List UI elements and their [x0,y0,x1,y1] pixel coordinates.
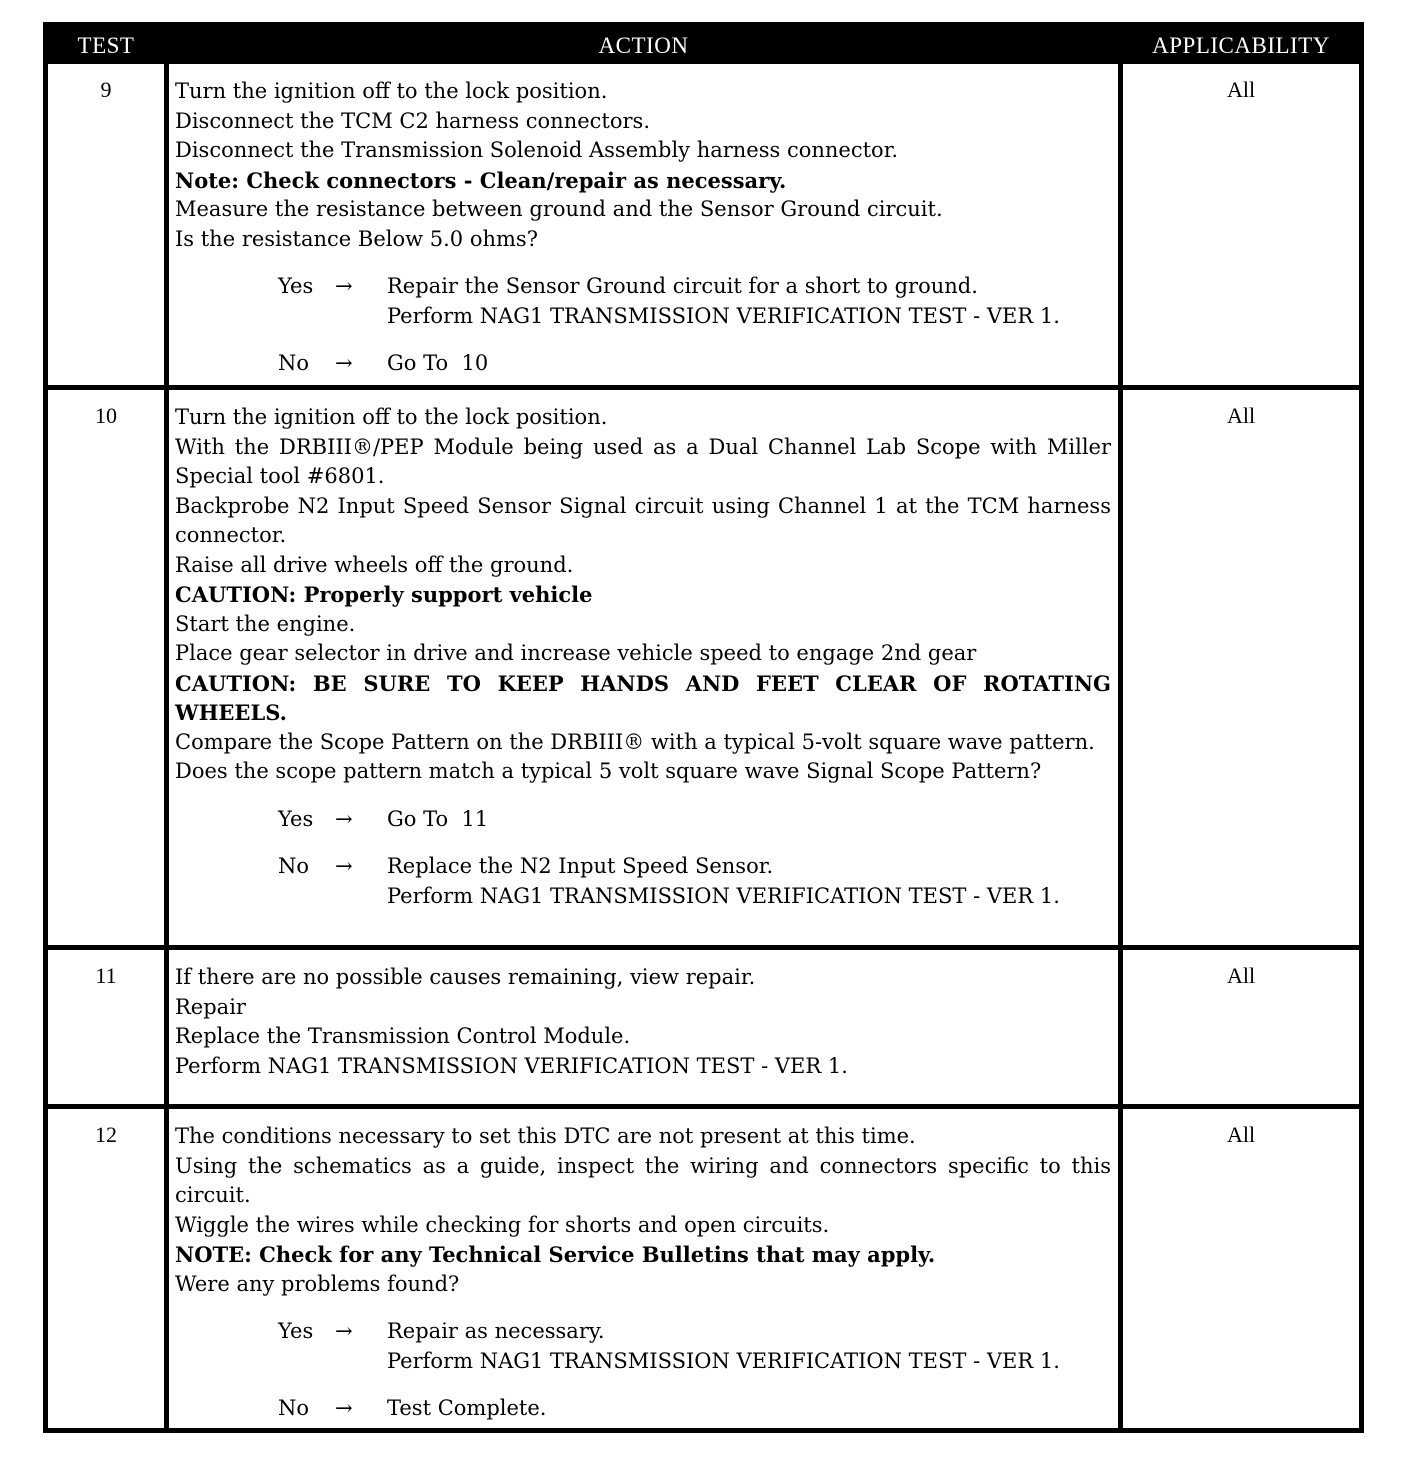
action-cell [175,1122,1111,1424]
action-line: If there are no possible causes remaining, view repair. [175,965,756,989]
yes-label: Yes [278,274,314,298]
applicability-value: All [1226,403,1256,428]
test-number: 10 [95,403,117,428]
yes-result-line: Repair as necessary. [387,1319,605,1343]
yes-option [175,805,1111,835]
yes-label: Yes [278,1319,314,1343]
caution-line: CAUTION: Properly support vehicle [175,582,593,607]
action-line: Turn the ignition off to the lock position. [175,79,608,103]
table-row-test-10 [48,390,1359,945]
test-number: 9 [100,77,112,102]
header-action: ACTION [598,33,689,58]
table-row-test-11 [48,950,1359,1104]
action-cell [175,963,1111,1081]
yes-option [175,1317,1111,1376]
yes-result-line: Go To 11 [387,806,489,831]
no-option [175,852,1111,911]
right-arrow-icon: → [335,806,353,831]
diagnostic-test-table [43,22,1364,1433]
no-result-line: Go To 10 [387,351,489,375]
yes-option [175,272,1111,331]
no-option [175,1394,1111,1424]
yes-result-line: Repair the Sensor Ground circuit for a short to ground. [387,274,978,298]
action-line: Raise all drive wheels off the ground. [175,552,574,577]
header-applicability: APPLICABILITY [1152,33,1330,58]
question-line: Does the scope pattern match a typical 5 volt square wave Signal Scope Pattern? [175,759,1042,783]
no-result-line: Replace the N2 Input Speed Sensor. [387,854,774,878]
action-line: Disconnect the Transmission Solenoid Assembly harness connector. [175,138,899,162]
no-result-line: Test Complete. [387,1396,547,1420]
action-line: Backprobe N2 Input Speed Sensor Signal circuit using Channel 1 at the TCM harness connector. [175,493,1111,547]
test-number: 12 [95,1122,117,1147]
note-line: NOTE: Check for any Technical Service Bulletins that may apply. [175,1242,936,1267]
no-option [175,349,1111,379]
right-arrow-icon: → [335,1396,353,1420]
action-cell [175,77,1111,379]
repair-label: Repair [175,994,246,1019]
table-row-test-9 [48,64,1359,385]
yes-result-line: Perform NAG1 TRANSMISSION VERIFICATION TEST - VER 1. [387,1348,1060,1373]
applicability-value: All [1226,1122,1256,1147]
action-line: The conditions necessary to set this DTC are not present at this time. [175,1124,916,1148]
no-label: No [278,1396,310,1420]
action-line: Turn the ignition off to the lock position. [175,405,608,429]
no-label: No [278,854,310,878]
no-result-line: Perform NAG1 TRANSMISSION VERIFICATION TEST - VER 1. [387,883,1060,908]
right-arrow-icon: → [335,274,353,298]
action-line: Compare the Scope Pattern on the DRBIII® with a typical 5-volt square wave pattern. [175,729,1095,754]
right-arrow-icon: → [335,351,353,375]
applicability-value: All [1226,963,1256,988]
action-line: Place gear selector in drive and increase vehicle speed to engage 2nd gear [175,641,977,665]
header-test: TEST [77,33,135,58]
question-line: Is the resistance Below 5.0 ohms? [175,226,538,251]
table-header [48,27,1359,64]
yes-result-line: Perform NAG1 TRANSMISSION VERIFICATION TEST - VER 1. [387,303,1060,328]
right-arrow-icon: → [335,854,353,878]
action-line: With the DRBIII®/PEP Module being used as a Dual Channel Lab Scope with Miller Special tool #6801. [175,434,1111,488]
action-line: Wiggle the wires while checking for shorts and open circuits. [175,1212,830,1237]
action-line: Using the schematics as a guide, inspect the wiring and connectors specific to this circuit. [175,1153,1111,1207]
question-line: Were any problems found? [175,1271,460,1296]
action-line: Measure the resistance between ground and the Sensor Ground circuit. [175,197,943,221]
yes-label: Yes [278,806,314,831]
no-label: No [278,351,310,375]
test-number: 11 [95,963,117,988]
action-line: Start the engine. [175,611,356,636]
applicability-value: All [1226,77,1256,102]
action-cell [175,403,1111,911]
caution-line: CAUTION: BE SURE TO KEEP HANDS AND FEET CLEAR OF ROTATING WHEELS. [175,670,1111,725]
repair-result-line: Perform NAG1 TRANSMISSION VERIFICATION TEST - VER 1. [175,1053,848,1078]
table-row-test-12 [48,1109,1359,1433]
right-arrow-icon: → [335,1319,353,1343]
action-line: Disconnect the TCM C2 harness connectors. [175,108,650,133]
note-line: Note: Check connectors - Clean/repair as necessary. [175,167,787,193]
repair-result-line: Replace the Transmission Control Module. [175,1024,631,1048]
